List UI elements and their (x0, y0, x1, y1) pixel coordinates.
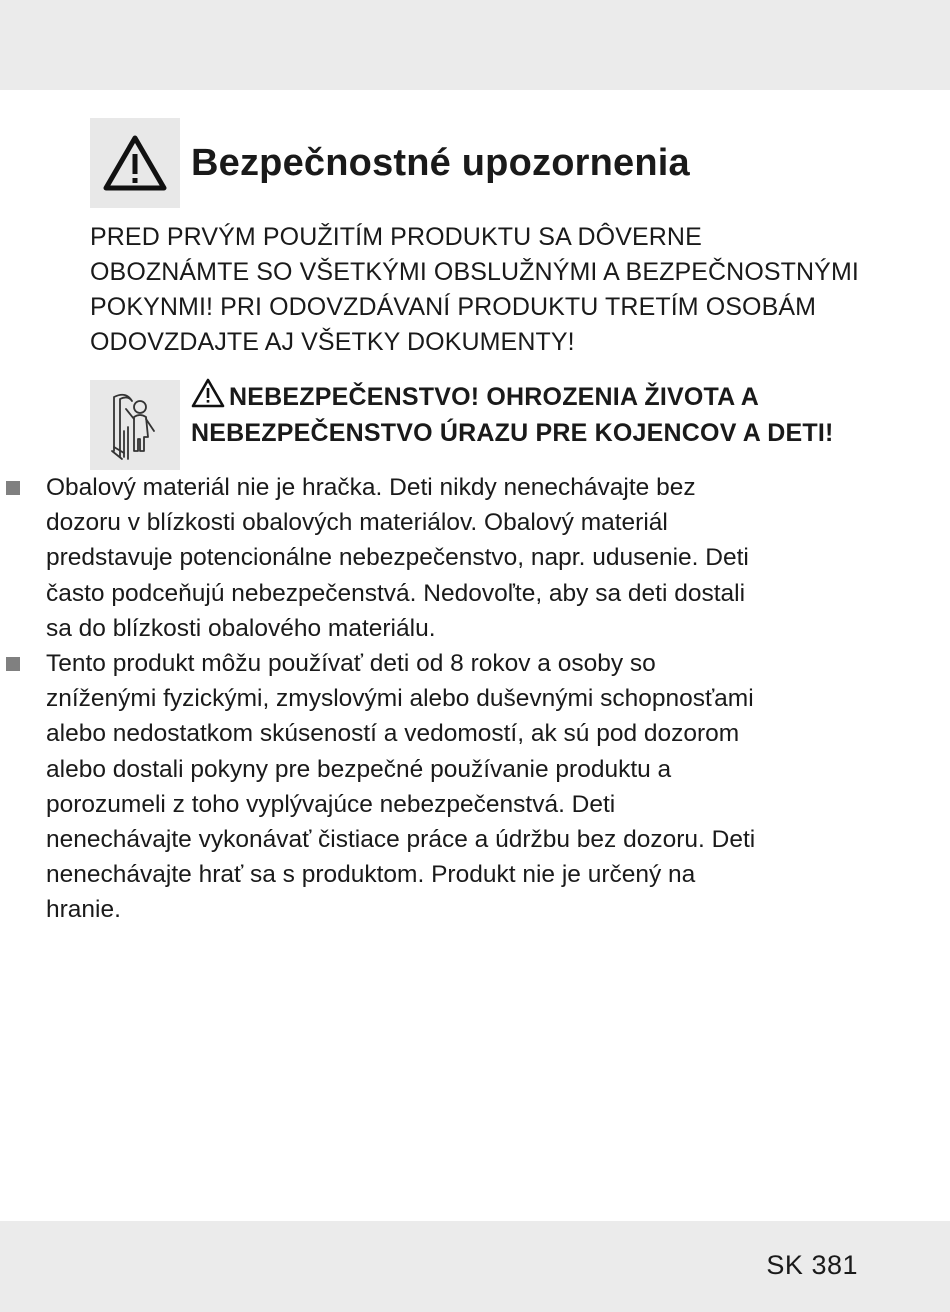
page-title: Bezpečnostné upozornenia (191, 141, 690, 184)
danger-heading (191, 378, 860, 470)
page-number: SK 381 (766, 1250, 858, 1280)
danger-heading-text: NEBEZPEČENSTVO! OHROZENIA ŽIVOTA A NEBEZPEČENSTVO ÚRAZU PRE KOJENCOV A DETI! (191, 383, 834, 447)
square-bullet-icon (6, 657, 20, 671)
list-item (0, 646, 860, 928)
page-content (46, 118, 860, 944)
warning-triangle-icon (102, 134, 168, 192)
danger-block (90, 378, 860, 470)
heading-icon-box (90, 118, 180, 208)
child-with-packaging-icon (100, 387, 170, 463)
intro-paragraph: PRED PRVÝM POUŽITÍM PRODUKTU SA DÔVERNE OBOZNÁMTE SO VŠETKÝMI OBSLUŽNÝMI A BEZPEČNOSTNÝMI POKYNMI! PRI ODOVZDÁVANÍ PRODUKTU TRETÍM OSOBÁM ODOVZDAJTE AJ VŠETKY DOKUMENTY! (90, 223, 859, 356)
square-bullet-icon (6, 481, 20, 495)
child-icon-box (90, 380, 180, 470)
list-item (0, 470, 860, 646)
list-item-text: Obalový materiál nie je hračka. Deti nikdy nenechávajte bez dozoru v blízkosti obalových materiálov. Obalový materiál predstavuje potencionálne nebezpečenstvo, napr. udusenie. Deti často podceňujú nebezpečenstvá. Nedovoľte, aby sa deti dostali sa do blízkosti obalového materiálu. (46, 474, 749, 642)
section-heading (90, 118, 860, 208)
top-band (0, 0, 950, 90)
warning-triangle-icon (191, 378, 225, 408)
list-item-text: Tento produkt môžu používať deti od 8 rokov a osoby so zníženými fyzickými, zmyslovými alebo duševnými schopnosťami alebo nedostatkom skúseností a vedomostí, ak sú pod dozorom alebo dostali pokyny pre bezpečné používanie produktu a porozumeli z toho vyplývajúce nebezpečenstvá. Deti nenechávajte vykonávať čistiace práce a údržbu bez dozoru. Deti nenechávajte hrať sa s produktom. Produkt nie je určený na hranie. (46, 650, 756, 924)
bullet-list (0, 470, 860, 928)
